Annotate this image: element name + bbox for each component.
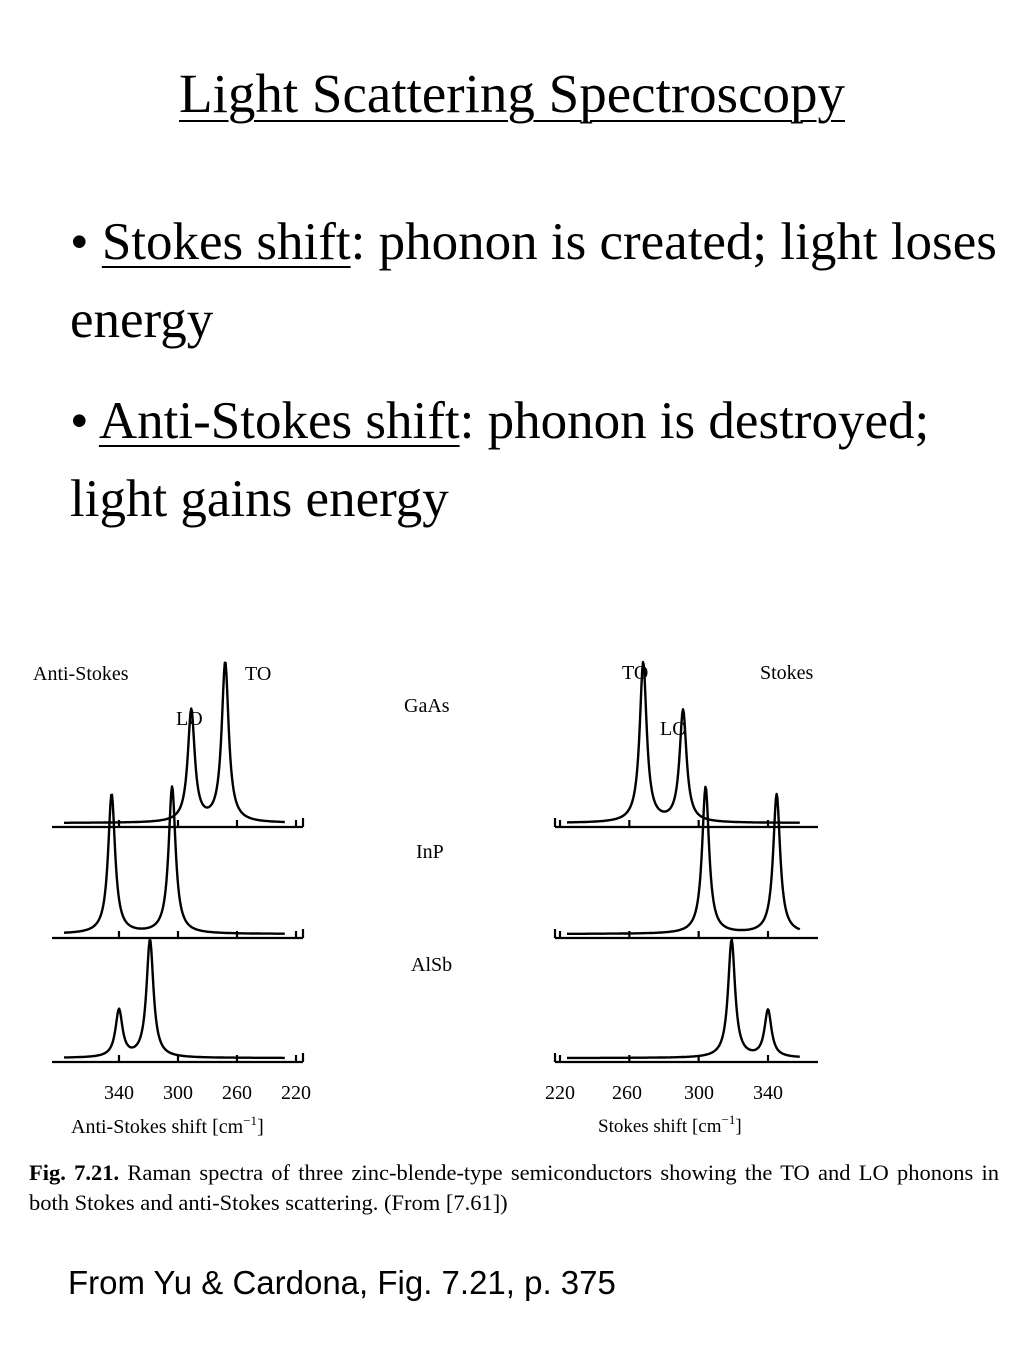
right-spectrum-alsb	[567, 940, 800, 1058]
slide-title: Light Scattering Spectroscopy	[179, 63, 845, 124]
left-tick-labels	[104, 1082, 311, 1104]
right-spectrum-inp	[567, 787, 800, 934]
right-panel-axes	[555, 818, 818, 1062]
raman-spectra-figure	[0, 640, 1024, 1150]
bullet-marker: •	[70, 392, 89, 450]
left-axis-label: Anti-Stokes shift $[cm^{-1}]$	[71, 1113, 264, 1138]
left-tick-label: 220	[281, 1082, 311, 1104]
right-tick-label: 220	[545, 1082, 575, 1104]
left-to-label: TO	[245, 663, 272, 685]
left-spectrum-inp	[64, 786, 285, 933]
bullet-text: : phonon is created; light loses energy	[70, 213, 997, 349]
left-tick-label: 340	[104, 1082, 134, 1104]
bullet-term: Anti-Stokes shift	[98, 392, 460, 450]
material-label-gaas: GaAs	[404, 695, 450, 717]
left-panel-axes	[52, 818, 303, 1062]
right-lo-label: LO	[660, 718, 687, 740]
right-tick-label: 260	[612, 1082, 642, 1104]
bullet-marker: •	[70, 213, 89, 271]
left-tick-label: 300	[163, 1082, 193, 1104]
bullet-anti-stokes	[70, 382, 1010, 538]
left-panel-title: Anti-Stokes	[33, 663, 129, 685]
right-tick-label: 340	[753, 1082, 783, 1104]
right-tick-label: 300	[684, 1082, 714, 1104]
right-to-label: TO	[622, 662, 649, 684]
figure-caption: Fig. 7.21. Raman spectra of three zinc-blende-type semiconductors showing the TO and LO phonons in both Stokes and anti-Stokes scattering. (From [7.61])	[29, 1160, 1000, 1215]
material-label-inp: InP	[416, 841, 444, 863]
left-spectrum-alsb	[64, 940, 285, 1058]
source-citation: From Yu & Cardona, Fig. 7.21, p. 375	[68, 1264, 616, 1301]
right-panel-title: Stokes	[760, 662, 814, 684]
left-lo-label: LO	[176, 708, 203, 730]
right-axis-label: Stokes shift $[cm^{-1}]$	[598, 1112, 742, 1137]
bullet-stokes	[70, 203, 1010, 359]
material-label-alsb: AlSb	[411, 954, 453, 976]
left-tick-label: 260	[222, 1082, 252, 1104]
right-spectrum-gaas	[567, 662, 800, 823]
right-tick-labels	[545, 1082, 783, 1104]
bullet-text: : phonon is destroyed; light gains energy	[70, 392, 930, 528]
bullet-term: Stokes shift	[101, 213, 351, 271]
